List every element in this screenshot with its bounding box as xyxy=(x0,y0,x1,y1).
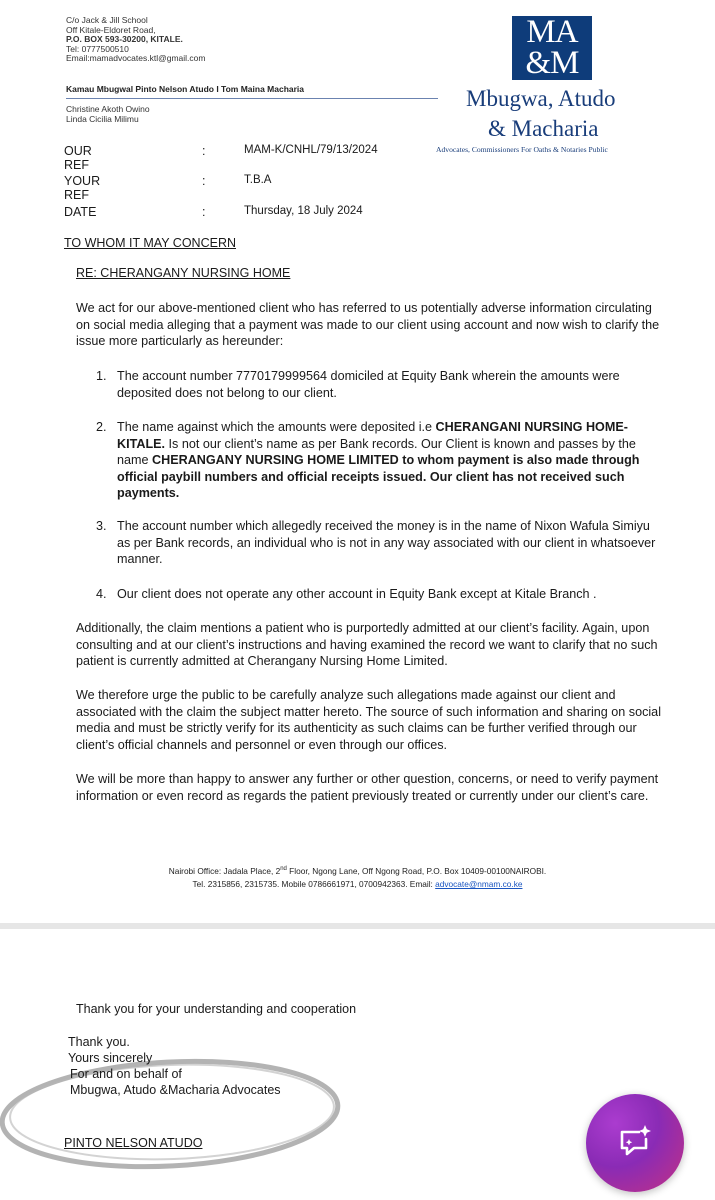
ai-assistant-button[interactable] xyxy=(586,1094,684,1192)
list-text-part: The name against which the amounts were deposited i.e xyxy=(117,420,436,434)
intro-paragraph: We act for our above-mentioned client who has referred to us potentially adverse information circulating on social media alleging that a payment was made to our client using account and now wish to clarify the issue more particularly as hereunder: xyxy=(76,301,660,349)
list-text: Our client does not operate any other account in Equity Bank except at Kitale Branch . xyxy=(117,587,597,601)
list-text-bold: CHERANGANI NURSING HOME-KITALE. xyxy=(117,420,628,451)
closing-block xyxy=(68,1034,281,1098)
associate-name: Linda Cicilia Milimu xyxy=(66,114,139,124)
ref-value: T.B.A xyxy=(244,174,272,186)
associates-list xyxy=(66,104,150,124)
footer-email-link[interactable]: advocate@nmam.co.ke xyxy=(435,879,523,889)
office-address xyxy=(66,16,205,64)
footer-address xyxy=(0,866,715,876)
partners-list: Kamau Mbugwal Pinto Nelson Atudo I Tom Maina Macharia xyxy=(66,84,305,94)
list-number: 4. xyxy=(96,587,107,601)
logo-line-1: MA xyxy=(526,14,578,50)
firm-tagline: Advocates, Commissioners For Oaths & Notaries Public xyxy=(436,145,608,154)
ref-colon: : xyxy=(202,174,206,188)
list-text: The account number 7770179999564 domiciled at Equity Bank wherein the amounts were deposited does not belong to our client. xyxy=(117,369,620,400)
firm-name-line-1: Mbugwa, Atudo xyxy=(466,86,616,111)
footer-text: Tel. 2315856, 2315735. Mobile 0786661971, 0700942363. Email: xyxy=(192,879,436,889)
address-line: Email:mamadvocates.ktl@gmail.com xyxy=(66,53,206,64)
letterhead-rule xyxy=(66,98,438,99)
list-text: The account number which allegedly received the money is in the name of Nixon Wafula Simiyu as per Bank records, an individual who is not in any way associated with our client in whatsoever manner. xyxy=(117,519,656,567)
footer-text: Nairobi Office: Jadala Place, 2 xyxy=(168,866,281,876)
happy-paragraph: We will be more than happy to answer any further or other question, concerns, or need to verify payment information or even record as regards the patient previously treated or currently under our client’s care. xyxy=(76,772,659,803)
firm-logo xyxy=(512,16,592,80)
ref-label: OUR REF xyxy=(64,144,92,172)
closing-thank-you: Thank you. xyxy=(68,1035,130,1049)
ref-label: YOUR REF xyxy=(64,174,101,202)
closing-firm: Mbugwa, Atudo &Macharia Advocates xyxy=(70,1083,281,1097)
thanks-line: Thank you for your understanding and cooperation xyxy=(76,1002,357,1016)
ref-label: DATE xyxy=(64,205,97,219)
ref-colon: : xyxy=(202,144,206,158)
firm-name-line-2: & Macharia xyxy=(488,116,599,141)
associate-name: Christine Akoth Owino xyxy=(66,104,150,114)
salutation: TO WHOM IT MAY CONCERN xyxy=(64,236,236,250)
list-text xyxy=(117,419,662,502)
address-line: Tel: 0777500510 xyxy=(66,43,129,54)
ai-chat-sparkle-icon xyxy=(616,1123,654,1161)
list-text-bold: CHERANGANY NURSING HOME LIMITED to whom payment is also made through official paybill numbers and official receipts issued. Our client has not received such payments. xyxy=(117,453,640,501)
subject-line: RE: CHERANGANY NURSING HOME xyxy=(76,266,291,280)
list-number: 3. xyxy=(96,519,107,533)
list-text-part: Is not our client’s name as per Bank records. Our Client is known and passes by the name xyxy=(117,436,636,468)
ref-value: MAM-K/CNHL/79/13/2024 xyxy=(244,144,378,156)
footer-contacts xyxy=(0,879,715,889)
additionally-paragraph: Additionally, the claim mentions a patient who is purportedly admitted at our client’s facility. Again, upon consulting and at our client’s instructions and having examined the record we want to clarify that no such patient is currently admitted at Cherangany Nursing Home Limited. xyxy=(76,621,658,669)
list-number: 2. xyxy=(96,420,107,434)
address-line: C/o Jack & Jill School xyxy=(66,15,148,25)
footer-text: Floor, Ngong Lane, Off Ngong Road, P.O. Box 10409-00100NAIROBI. xyxy=(286,866,547,876)
signatory-name: PINTO NELSON ATUDO xyxy=(64,1136,203,1150)
address-line: P.O. BOX 593-30200, KITALE. xyxy=(66,34,183,45)
urge-paragraph: We therefore urge the public to be carefully analyze such allegations made against our client and associated with the claim the subject matter hereto. The source of such information and sharing on social media and must be strictly verify for its authenticity as such claims can be further verified through our client’s official channels and personnel or even through our offices. xyxy=(76,688,661,752)
logo-line-2: &M xyxy=(525,45,579,81)
closing-behalf: For and on behalf of xyxy=(70,1067,182,1081)
ref-colon: : xyxy=(202,205,206,219)
list-number: 1. xyxy=(96,369,107,383)
footer-sup: nd xyxy=(280,866,287,873)
ref-value: Thursday, 18 July 2024 xyxy=(244,205,363,217)
closing-yours: Yours sincerely xyxy=(68,1051,153,1065)
address-line: Off Kitale-Eldoret Road, xyxy=(66,24,156,35)
